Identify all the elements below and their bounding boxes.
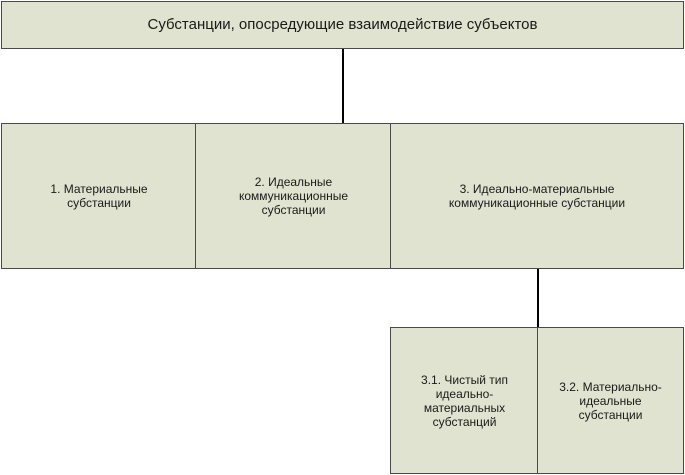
root-label: Субстанции, опосредующие взаимодействие субъектов: [147, 16, 538, 33]
box-material-ideal-substances-label: 3.2. Материально- идеальные субстанции: [559, 379, 662, 422]
box-material-ideal-substances: [537, 327, 684, 474]
connector-item3-to-subitems: [537, 268, 539, 328]
box-ideal-material-communication-substances-label: 3. Идеально-материальные коммуникационные субстанции: [448, 182, 626, 210]
root-box: [1, 1, 684, 49]
connector-root-to-level1: [342, 49, 344, 123]
box-pure-type: [390, 327, 539, 474]
box-ideal-communication-substances-label: 2. Идеальные коммуникационные субстанции: [238, 175, 348, 217]
box-material-substances-label: 1. Материальные субстанции: [50, 182, 148, 210]
box-ideal-communication-substances: [195, 123, 392, 269]
box-ideal-material-communication-substances: [390, 123, 684, 269]
box-pure-type-label: 3.1. Чистый тип идеально- материальных субстанций: [421, 372, 508, 429]
box-material-substances: [1, 123, 197, 269]
